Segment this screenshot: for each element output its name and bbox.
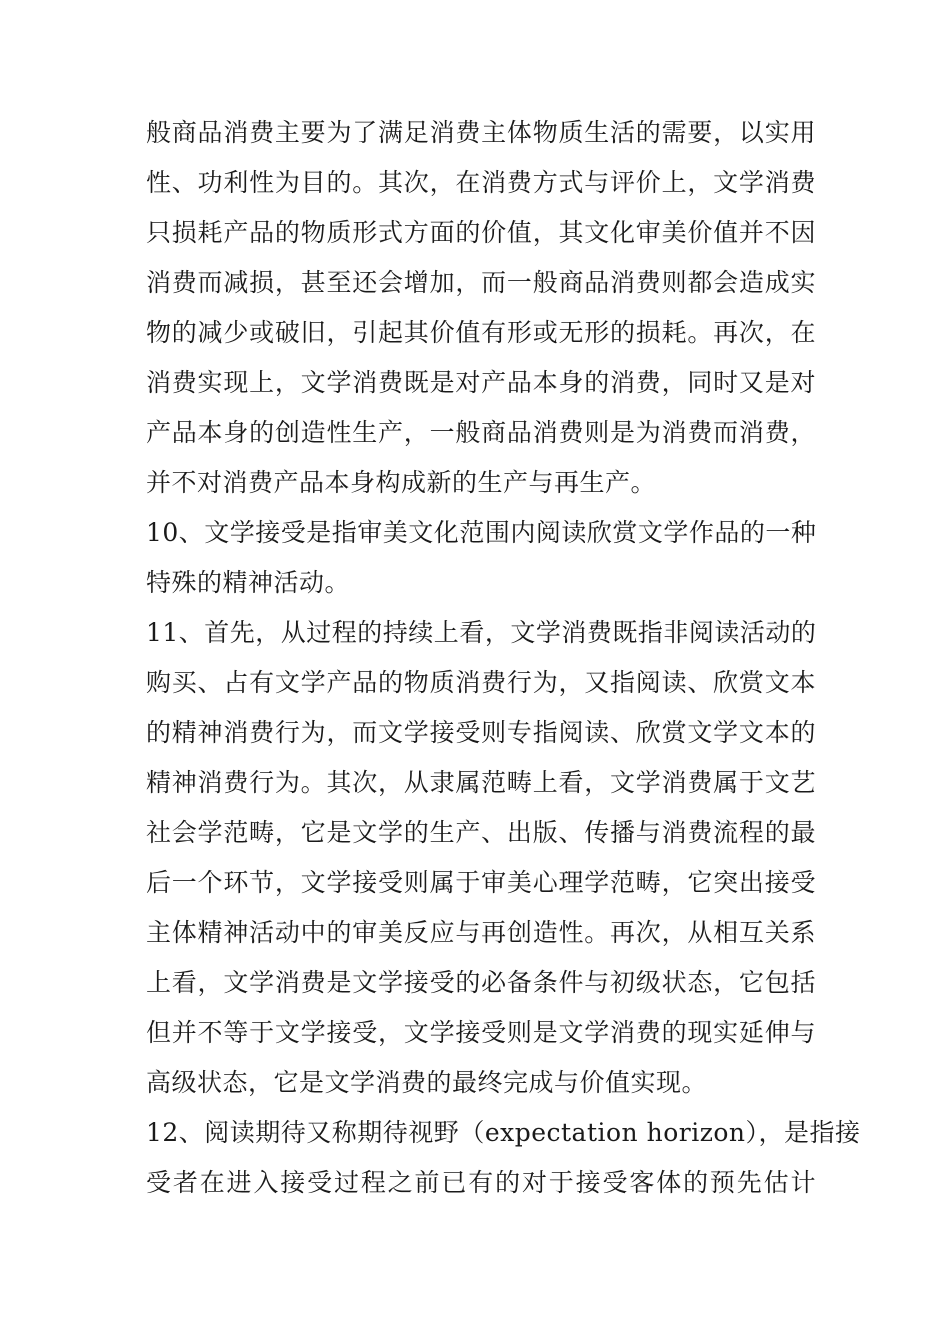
text-line: 消费实现上，文学消费既是对产品本身的消费，同时又是对 bbox=[146, 368, 816, 397]
text-line: 上看，文学消费是文学接受的必备条件与初级状态，它包括 bbox=[146, 968, 816, 997]
text-line: 产品本身的创造性生产，一般商品消费则是为消费而消费， bbox=[146, 418, 816, 447]
text-line: 性、功利性为目的。其次，在消费方式与评价上，文学消费 bbox=[146, 168, 816, 197]
text-line: 般商品消费主要为了满足消费主体物质生活的需要，以实用 bbox=[146, 118, 816, 147]
text-line: 后一个环节，文学接受则属于审美心理学范畴，它突出接受 bbox=[146, 868, 816, 897]
text-line: 消费而减损，甚至还会增加，而一般商品消费则都会造成实 bbox=[146, 268, 816, 297]
text-line: 但并不等于文学接受，文学接受则是文学消费的现实延伸与 bbox=[146, 1018, 816, 1047]
paragraph-1 bbox=[146, 108, 816, 508]
paragraph-12 bbox=[146, 1108, 861, 1208]
text-line: 特殊的精神活动。 bbox=[146, 568, 351, 597]
text-line: 的精神消费行为，而文学接受则专指阅读、欣赏文学文本的 bbox=[146, 718, 816, 747]
text-line: 购买、占有文学产品的物质消费行为，又指阅读、欣赏文本 bbox=[146, 668, 816, 697]
text-line: 12、阅读期待又称期待视野（expectation horizon），是指接 bbox=[146, 1118, 861, 1147]
text-line: 精神消费行为。其次，从隶属范畴上看，文学消费属于文艺 bbox=[146, 768, 816, 797]
paragraph-11 bbox=[146, 608, 816, 1108]
text-line: 并不对消费产品本身构成新的生产与再生产。 bbox=[146, 468, 657, 497]
text-line: 11、首先，从过程的持续上看，文学消费既指非阅读活动的 bbox=[146, 618, 817, 647]
paragraph-10 bbox=[146, 508, 816, 608]
document-page bbox=[146, 108, 861, 1208]
text-line: 主体精神活动中的审美反应与再创造性。再次，从相互关系 bbox=[146, 918, 816, 947]
text-line: 10、文学接受是指审美文化范围内阅读欣赏文学作品的一种 bbox=[146, 518, 817, 547]
text-line: 物的减少或破旧，引起其价值有形或无形的损耗。再次，在 bbox=[146, 318, 816, 347]
text-line: 高级状态，它是文学消费的最终完成与价值实现。 bbox=[146, 1068, 708, 1097]
text-line: 受者在进入接受过程之前已有的对于接受客体的预先估计 bbox=[146, 1168, 816, 1197]
text-line: 社会学范畴，它是文学的生产、出版、传播与消费流程的最 bbox=[146, 818, 816, 847]
text-line: 只损耗产品的物质形式方面的价值，其文化审美价值并不因 bbox=[146, 218, 816, 247]
